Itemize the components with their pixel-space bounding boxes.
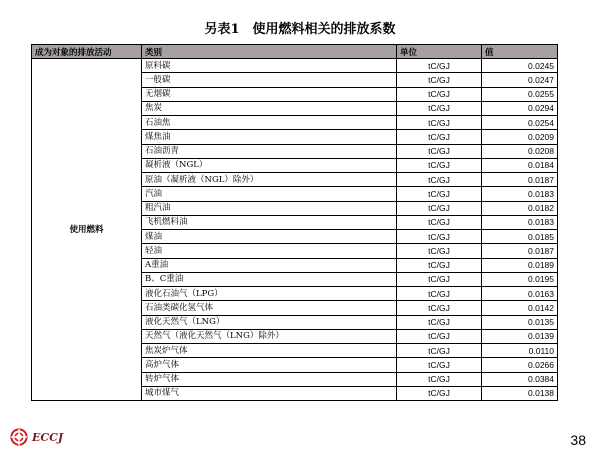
category-cell: 煤焦油	[142, 130, 397, 144]
unit-cell: tC/GJ	[397, 116, 482, 130]
unit-cell: tC/GJ	[397, 101, 482, 115]
category-cell: 天然气（液化天然气（LNG）除外）	[142, 329, 397, 343]
category-cell: 石油沥青	[142, 144, 397, 158]
unit-cell: tC/GJ	[397, 301, 482, 315]
value-cell: 0.0142	[482, 301, 558, 315]
unit-cell: tC/GJ	[397, 372, 482, 386]
category-cell: 石油类碳化氢气体	[142, 301, 397, 315]
header-unit: 单位	[397, 45, 482, 59]
page-number: 38	[570, 432, 586, 448]
category-cell: 原油（凝析液（NGL）除外）	[142, 173, 397, 187]
category-cell: 凝析液（NGL）	[142, 158, 397, 172]
value-cell: 0.0266	[482, 358, 558, 372]
category-cell: 城市煤气	[142, 386, 397, 400]
value-cell: 0.0183	[482, 187, 558, 201]
header-category: 类别	[142, 45, 397, 59]
value-cell: 0.0135	[482, 315, 558, 329]
unit-cell: tC/GJ	[397, 358, 482, 372]
unit-cell: tC/GJ	[397, 144, 482, 158]
category-cell: 煤油	[142, 230, 397, 244]
unit-cell: tC/GJ	[397, 329, 482, 343]
table-row	[32, 59, 558, 73]
category-cell: B、C重油	[142, 272, 397, 286]
category-cell: 汽油	[142, 187, 397, 201]
unit-cell: tC/GJ	[397, 173, 482, 187]
unit-cell: tC/GJ	[397, 272, 482, 286]
category-cell: 石油焦	[142, 116, 397, 130]
page-title: 另表1 使用燃料相关的排放系数	[204, 22, 396, 37]
value-cell: 0.0208	[482, 144, 558, 158]
eccj-logo	[10, 428, 63, 446]
value-cell: 0.0189	[482, 258, 558, 272]
unit-cell: tC/GJ	[397, 287, 482, 301]
unit-cell: tC/GJ	[397, 59, 482, 73]
category-cell: 焦炭炉气体	[142, 344, 397, 358]
category-cell: 原料碳	[142, 59, 397, 73]
category-cell: 轻油	[142, 244, 397, 258]
value-cell: 0.0139	[482, 329, 558, 343]
value-cell: 0.0195	[482, 272, 558, 286]
category-cell: 无烟碳	[142, 87, 397, 101]
category-cell: 粗汽油	[142, 201, 397, 215]
unit-cell: tC/GJ	[397, 215, 482, 229]
value-cell: 0.0110	[482, 344, 558, 358]
unit-cell: tC/GJ	[397, 344, 482, 358]
unit-cell: tC/GJ	[397, 244, 482, 258]
unit-cell: tC/GJ	[397, 201, 482, 215]
value-cell: 0.0138	[482, 386, 558, 400]
unit-cell: tC/GJ	[397, 87, 482, 101]
value-cell: 0.0187	[482, 244, 558, 258]
category-cell: 转炉气体	[142, 372, 397, 386]
header-value: 值	[482, 45, 558, 59]
unit-cell: tC/GJ	[397, 130, 482, 144]
unit-cell: tC/GJ	[397, 258, 482, 272]
unit-cell: tC/GJ	[397, 158, 482, 172]
value-cell: 0.0183	[482, 215, 558, 229]
value-cell: 0.0245	[482, 59, 558, 73]
value-cell: 0.0294	[482, 101, 558, 115]
activity-group-cell: 使用燃料	[32, 59, 142, 401]
value-cell: 0.0384	[482, 372, 558, 386]
value-cell: 0.0255	[482, 87, 558, 101]
unit-cell: tC/GJ	[397, 187, 482, 201]
value-cell: 0.0187	[482, 173, 558, 187]
value-cell: 0.0209	[482, 130, 558, 144]
category-cell: 液化石油气（LPG）	[142, 287, 397, 301]
unit-cell: tC/GJ	[397, 386, 482, 400]
eccj-logo-icon	[10, 428, 28, 446]
logo-text: ECCJ	[32, 430, 64, 444]
header-activity: 成为对象的排放活动	[32, 45, 142, 59]
value-cell: 0.0247	[482, 73, 558, 87]
category-cell: 液化天然气（LNG）	[142, 315, 397, 329]
value-cell: 0.0184	[482, 158, 558, 172]
table-header-row	[32, 45, 558, 59]
category-cell: A重油	[142, 258, 397, 272]
category-cell: 一般碳	[142, 73, 397, 87]
value-cell: 0.0185	[482, 230, 558, 244]
category-cell: 飞机燃料油	[142, 215, 397, 229]
value-cell: 0.0163	[482, 287, 558, 301]
emission-factor-table	[31, 44, 558, 401]
unit-cell: tC/GJ	[397, 73, 482, 87]
category-cell: 高炉气体	[142, 358, 397, 372]
value-cell: 0.0182	[482, 201, 558, 215]
category-cell: 焦炭	[142, 101, 397, 115]
unit-cell: tC/GJ	[397, 315, 482, 329]
unit-cell: tC/GJ	[397, 230, 482, 244]
value-cell: 0.0254	[482, 116, 558, 130]
